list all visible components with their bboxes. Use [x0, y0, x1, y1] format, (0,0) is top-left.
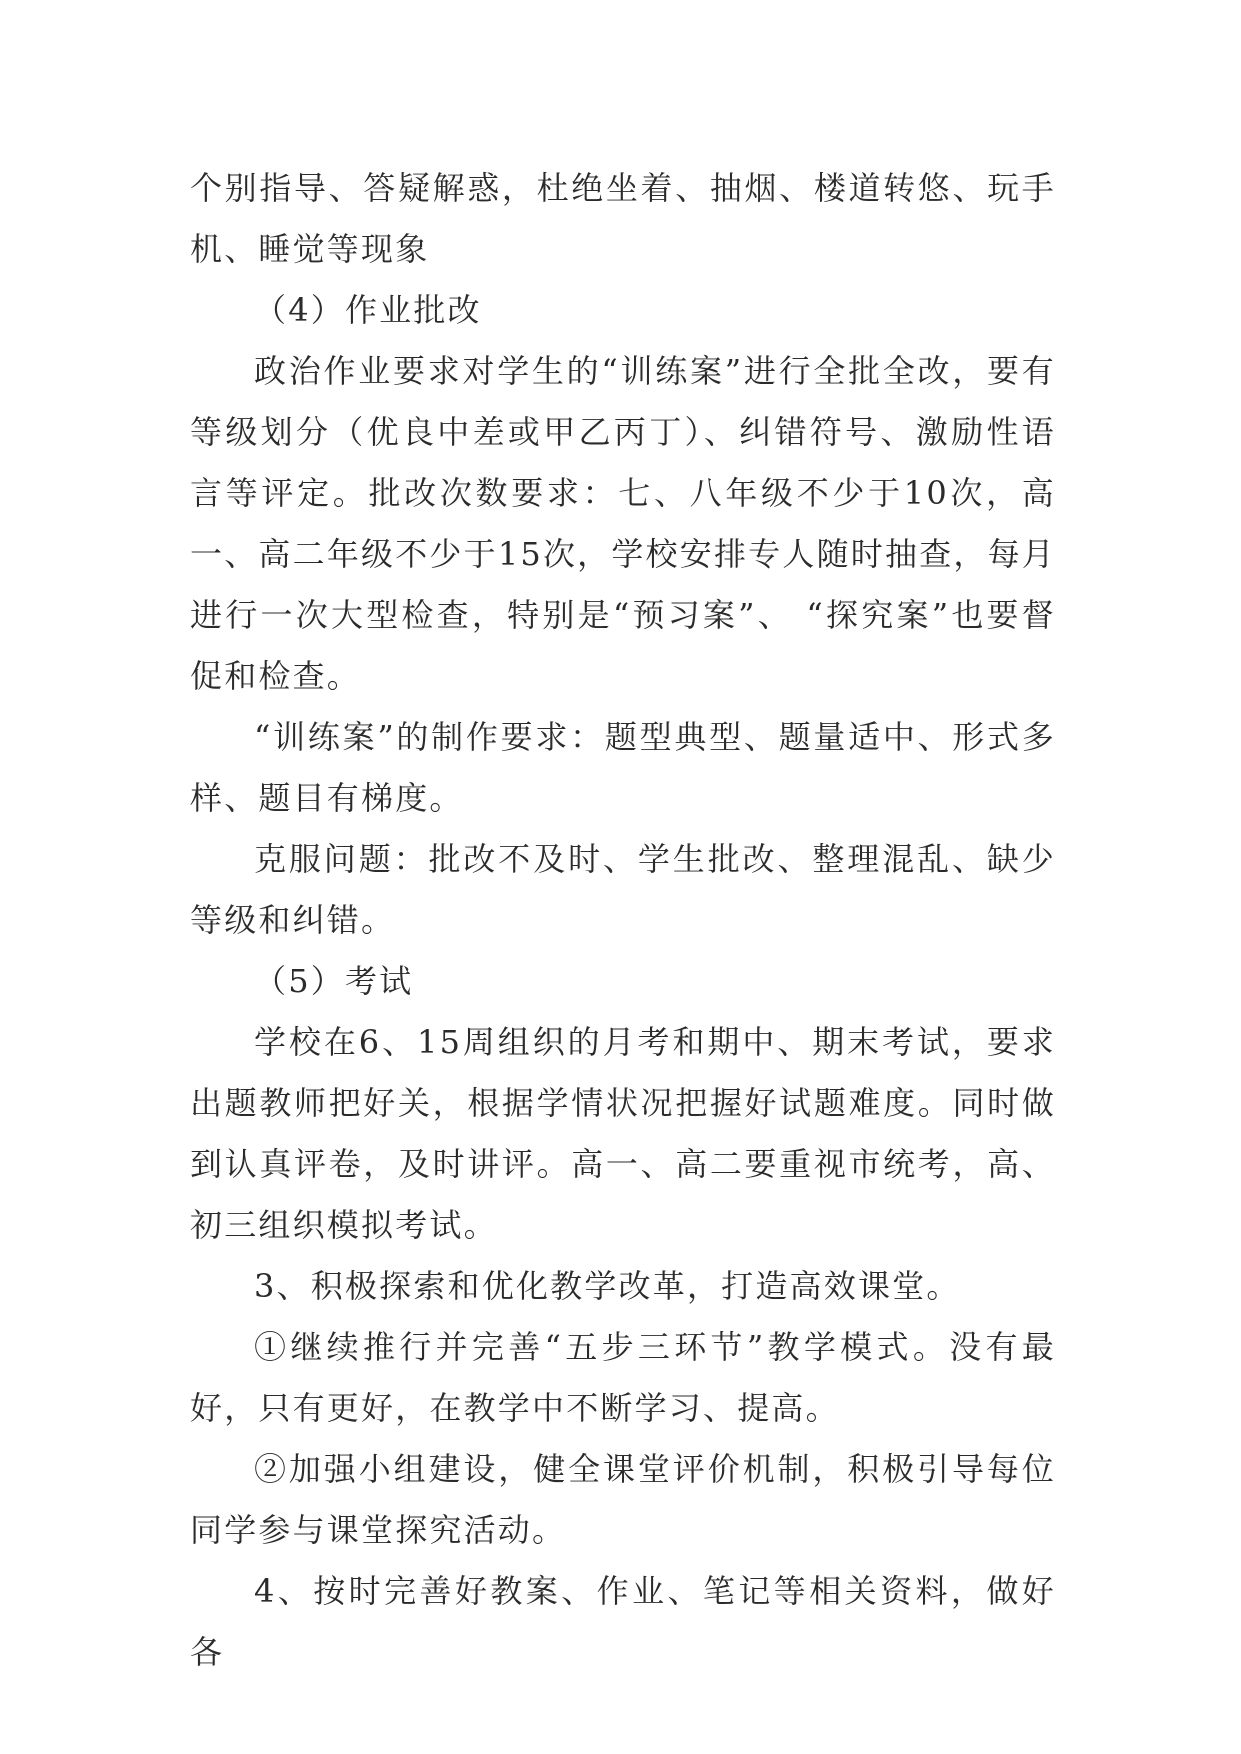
section-heading-exams: （5）考试	[254, 962, 414, 1000]
paragraph-problems: 克服问题：批改不及时、学生批改、整理混乱、缺少等级和纠错。	[190, 840, 1056, 939]
paragraph-training-case: “训练案”的制作要求：题型典型、题量适中、形式多样、题目有梯度。	[190, 718, 1056, 817]
paragraph-subitem-1: ①继续推行并完善“五步三环节”教学模式。没有最好，只有更好，在教学中不断学习、提高。	[190, 1328, 1056, 1427]
document-body	[190, 158, 1056, 1683]
paragraph-homework-requirements: 政治作业要求对学生的“训练案”进行全批全改，要有等级划分（优良中差或甲乙丙丁）、纠错符号、激励性语言等评定。批改次数要求：七、八年级不少于10次，高一、高二年级不少于15次，学校安排专人随时抽查，每月进行一次大型检查，特别是“预习案”、 “探究案”也要督促和检查。	[190, 352, 1056, 695]
paragraph-item-3: 3、积极探索和优化教学改革，打造高效课堂。	[254, 1267, 961, 1305]
section-heading-homework: （4）作业批改	[254, 291, 482, 329]
paragraph-subitem-2: ②加强小组建设，健全课堂评价机制，积极引导每位同学参与课堂探究活动。	[190, 1450, 1056, 1549]
paragraph-item-4: 4、按时完善好教案、作业、笔记等相关资料，做好各	[190, 1572, 1056, 1671]
paragraph-continuation: 个别指导、答疑解惑，杜绝坐着、抽烟、楼道转悠、玩手机、睡觉等现象	[190, 169, 1056, 268]
paragraph-exams: 学校在6、15周组织的月考和期中、期末考试，要求出题教师把好关，根据学情状况把握好试题难度。同时做到认真评卷，及时讲评。高一、高二要重视市统考，高、初三组织模拟考试。	[190, 1023, 1056, 1244]
